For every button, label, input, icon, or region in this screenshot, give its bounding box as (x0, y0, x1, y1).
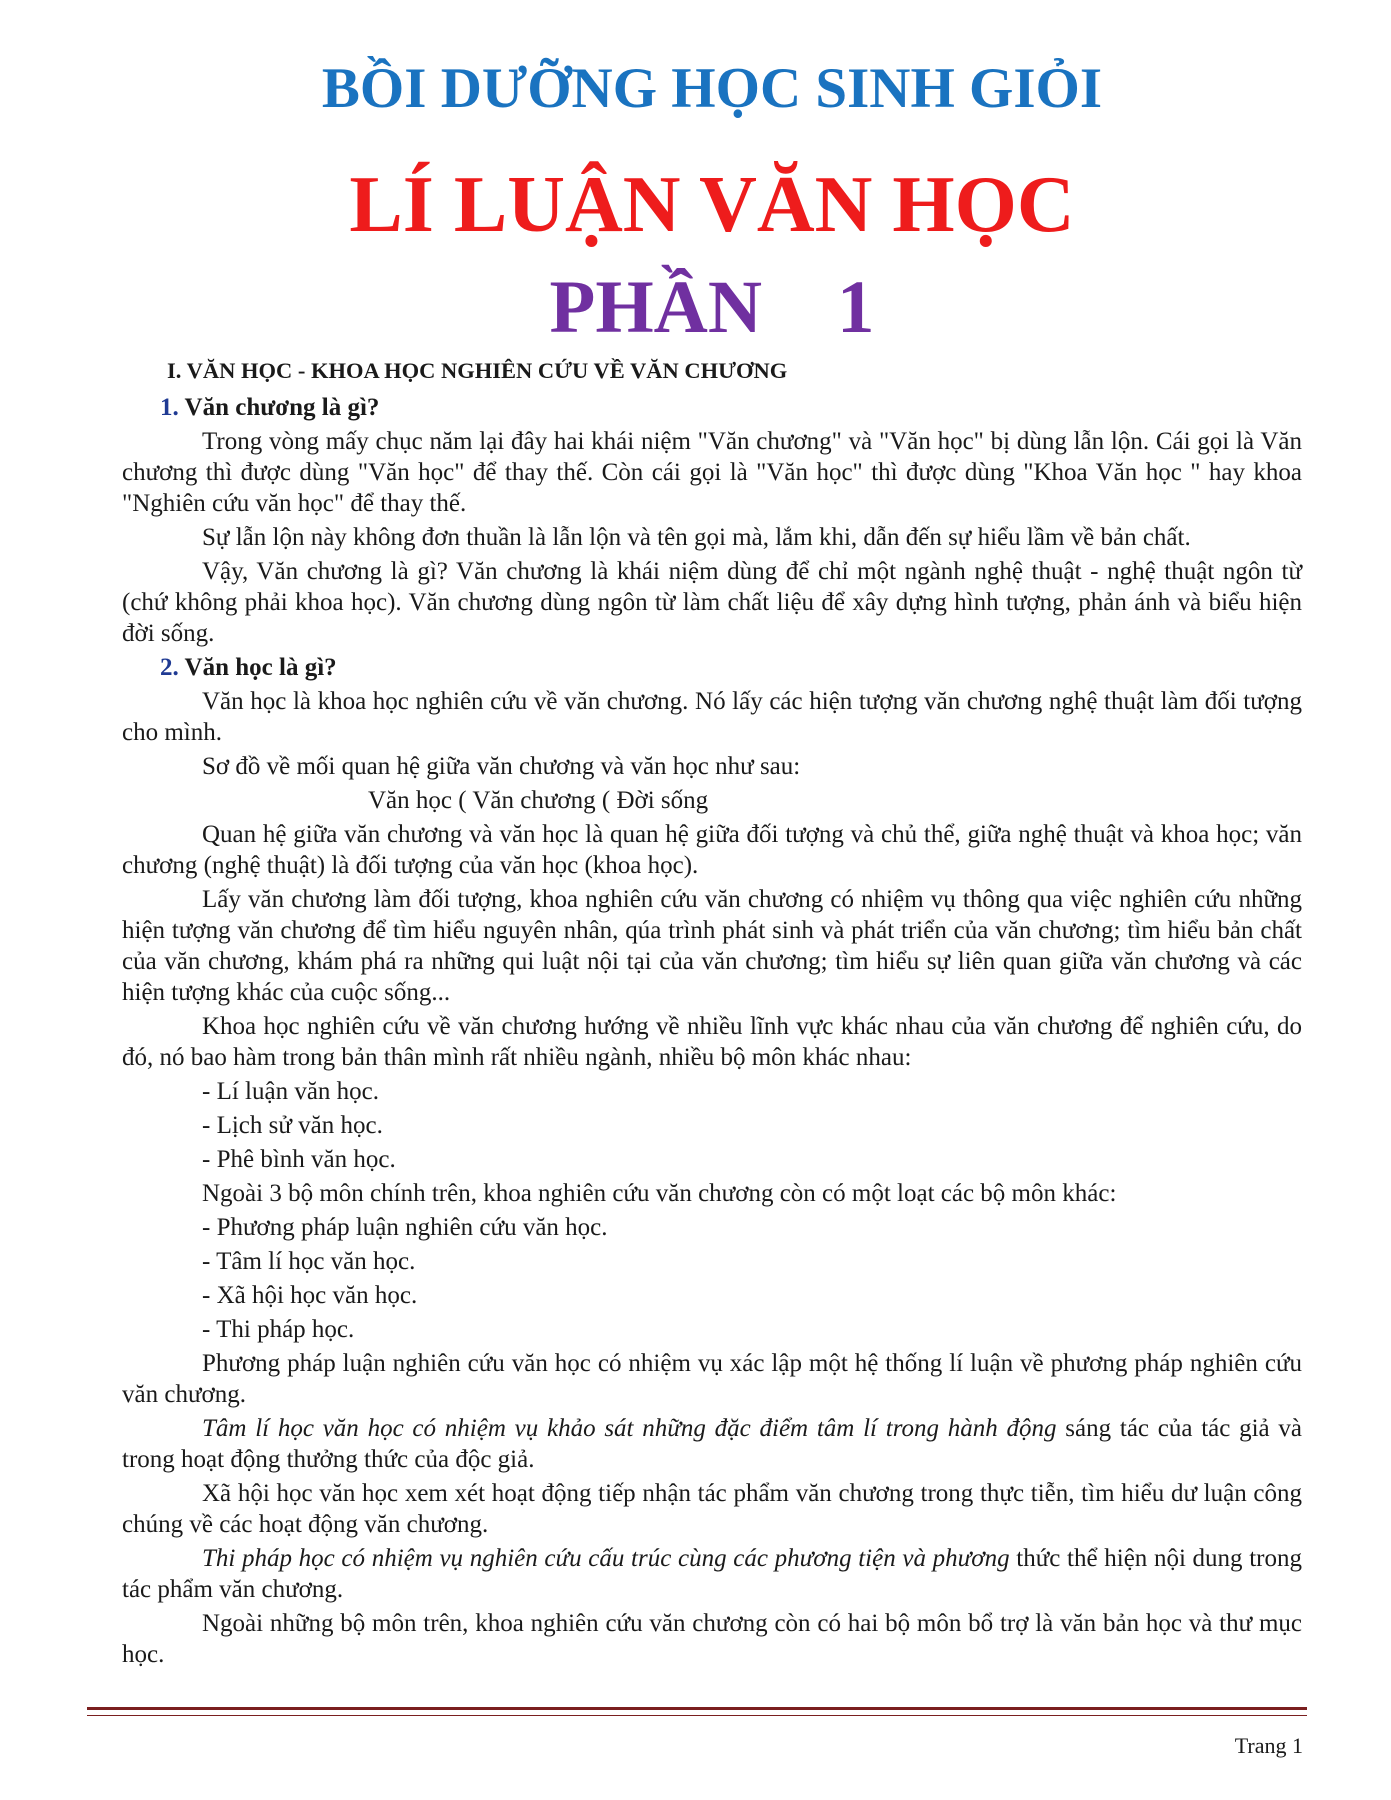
document-subtitle: BỒI DƯỠNG HỌC SINH GIỎI (321, 57, 1103, 120)
paragraph-13-italic: Thi pháp học có nhiệm vụ nghiên cứu cấu trúc cùng các phương tiện và phương (202, 1545, 1010, 1572)
paragraph-9: Ngoài 3 bộ môn chính trên, khoa nghiên cứu văn chương còn có một loạt các bộ môn khác: (202, 1180, 1117, 1207)
paragraph-14: Ngoài những bộ môn trên, khoa nghiên cứu văn chương còn có hai bộ môn bổ trợ là văn bản học và thư mục học. (122, 1610, 1302, 1668)
paragraph-11 (122, 1413, 1302, 1475)
subsection-title-2: Văn học là gì? (178, 654, 337, 681)
list-item: - Tâm lí học văn học. (202, 1248, 416, 1275)
footer-rule (87, 1707, 1307, 1716)
list-item: - Phương pháp luận nghiên cứu văn học. (202, 1214, 608, 1241)
list-item: - Lịch sử văn học. (202, 1112, 383, 1139)
paragraph-12: Xã hội học văn học xem xét hoạt động tiếp nhận tác phẩm văn chương trong thực tiễn, tìm hiểu dư luận công chúng về các hoạt động văn chương. (122, 1480, 1302, 1538)
paragraph-8: Khoa học nghiên cứu về văn chương hướng về nhiều lĩnh vực khác nhau của văn chương để nghiên cứu, do đó, nó bao hàm trong bản thân mình rất nhiều ngành, nhiều bộ môn khác nhau: (122, 1013, 1302, 1071)
paragraph-11-italic: Tâm lí học văn học có nhiệm vụ khảo sát những đặc điểm tâm lí trong hành động (202, 1415, 1057, 1442)
subsection-heading-1 (122, 392, 1302, 423)
paragraph-13-rest: thức thể hiện nội dung trong tác phẩm văn chương. (122, 1545, 1302, 1603)
paragraph-11-rest: sáng tác của tác giả và trong hoạt động thưởng thức của độc giả. (122, 1415, 1303, 1473)
subsection-title-1: Văn chương là gì? (178, 394, 380, 421)
list-item: - Xã hội học văn học. (202, 1282, 418, 1309)
list-item: - Lí luận văn học. (202, 1078, 380, 1105)
paragraph-7: Lấy văn chương làm đối tượng, khoa nghiên cứu văn chương có nhiệm vụ thông qua việc nghiên cứu những hiện tượng văn chương để tìm hiểu nguyên nhân, qúa trình phát sinh và phát triển của văn chương; tìm hiểu bản chất của văn chương, khám phá ra những qui luật nội tại của văn chương; tìm hiểu sự liên quan giữa văn chương và các hiện tượng khác của cuộc sống... (122, 886, 1302, 1006)
subsection-number-2: 2. (160, 654, 179, 681)
paragraph-4: Văn học là khoa học nghiên cứu về văn chương. Nó lấy các hiện tượng văn chương nghệ thuật làm đối tượng cho mình. (122, 688, 1302, 746)
paragraph-6: Quan hệ giữa văn chương và văn học là quan hệ giữa đối tượng và chủ thể, giữa nghệ thuật và khoa học; văn chương (nghệ thuật) là đối tượng của văn học (khoa học). (122, 821, 1302, 879)
list-item: - Thi pháp học. (202, 1316, 355, 1343)
paragraph-10: Phương pháp luận nghiên cứu văn học có nhiệm vụ xác lập một hệ thống lí luận về phương pháp nghiên cứu văn chương. (122, 1350, 1302, 1408)
list-item: - Phê bình văn học. (202, 1146, 396, 1173)
document-part: PHẦN 1 (549, 266, 875, 349)
document-title: LÍ LUẬN VĂN HỌC (349, 161, 1075, 249)
paragraph-5: Sơ đồ về mối quan hệ giữa văn chương và văn học như sau: (202, 753, 801, 780)
section-heading: I. VĂN HỌC - KHOA HỌC NGHIÊN CỨU VỀ VĂN CHƯƠNG (167, 358, 788, 383)
subsection-heading-2 (122, 652, 1302, 683)
document-body (122, 356, 1302, 1673)
paragraph-1: Trong vòng mấy chục năm lại đây hai khái niệm "Văn chương" và "Văn học" bị dùng lẫn lộn. Cái gọi là Văn chương thì được dùng "Văn học" để thay thế. Còn cái gọi là "Văn học" thì được dùng "Khoa Văn học " hay khoa "Nghiên cứu văn học" để thay thế. (122, 428, 1302, 517)
paragraph-2: Sự lẫn lộn này không đơn thuần là lẫn lộn và tên gọi mà, lắm khi, dẫn đến sự hiểu lầm về bản chất. (202, 524, 1191, 551)
subsection-number-1: 1. (160, 394, 179, 421)
relation-diagram: Văn học ( Văn chương ( Đời sống (368, 787, 709, 814)
paragraph-13 (122, 1543, 1302, 1605)
paragraph-3: Vậy, Văn chương là gì? Văn chương là khái niệm dùng để chỉ một ngành nghệ thuật - nghệ thuật ngôn từ (chứ không phải khoa học). Văn chương dùng ngôn từ làm chất liệu để xây dựng hình tượng, phản ánh và biểu hiện đời sống. (122, 558, 1302, 647)
page-number: Trang 1 (1234, 1733, 1303, 1758)
